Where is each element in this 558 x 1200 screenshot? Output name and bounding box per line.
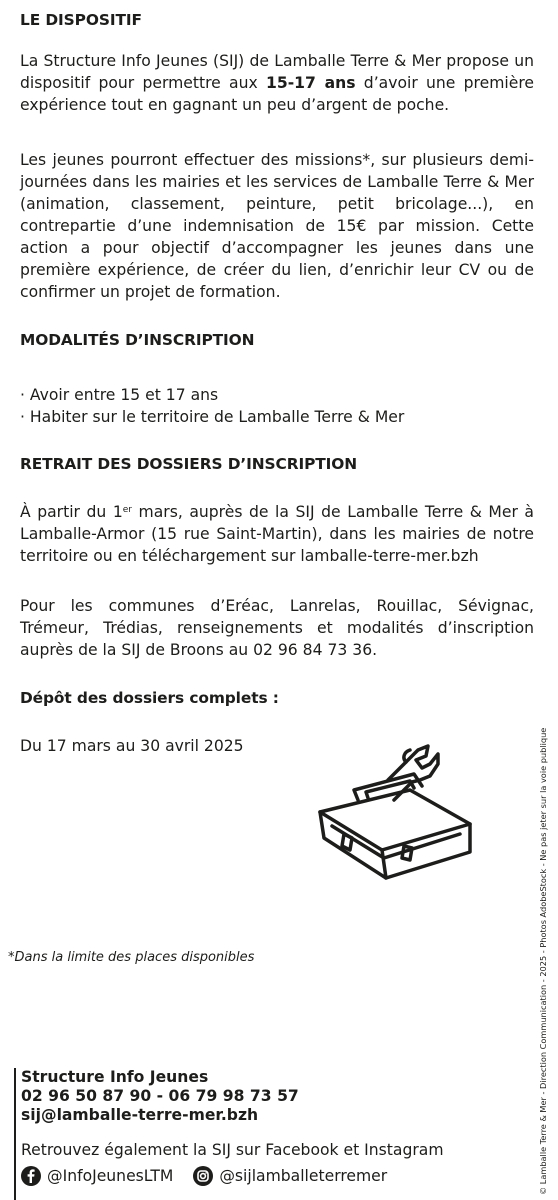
instagram-icon[interactable] [193,1166,213,1186]
heading-dispositif: LE DISPOSITIF [20,11,142,29]
contact-name: Structure Info Jeunes [21,1068,209,1086]
list-item: · Avoir entre 15 et 17 ans [20,386,219,404]
social-row [21,1165,541,1187]
age-range: 15-17 ans [266,74,356,92]
list-item: · Habiter sur le territoire de Lamballe Terre & Mer [20,408,405,426]
paragraph-missions: Les jeunes pourront effectuer des missions*, sur plusieurs demi-journées dans les mairies et les services de Lamballe Terre & Mer (animation, classement, peinture, petit bricolage...), en contrepartie d’une indemnisation de 15€ par mission. Cette action a pour objectif d’accompagner les jeunes dans une première expérience, de créer du lien, d’enrichir leur CV ou de confirmer un projet de formation. [20,151,534,301]
depot-dates: Du 17 mars au 30 avril 2025 [20,737,244,755]
contact-block [14,1068,541,1200]
heading-modalites: MODALITÉS D’INSCRIPTION [20,331,255,349]
credits: © Lamballe Terre & Mer - Direction Communication - 2025 - Photos AdobeStock - Ne pas jeter sur la voie publique [538,727,548,1195]
toolbox-wrench-icon [310,742,480,882]
heading-retrait: RETRAIT DES DOSSIERS D’INSCRIPTION [20,455,358,473]
facebook-icon[interactable] [21,1166,41,1186]
paragraph-retrait: À partir du 1er mars, auprès de la SIJ de Lamballe Terre & Mer à Lamballe-Armor (15 rue Saint-Martin), dans les mairies de notre territoire ou en téléchargement sur lamballe-terre-mer.bzh [20,503,534,565]
facebook-handle[interactable]: @InfoJeunesLTM [47,1167,174,1185]
social-intro: Retrouvez également la SIJ sur Facebook et Instagram [21,1141,444,1159]
contact-email[interactable]: sij@lamballe-terre-mer.bzh [21,1106,259,1124]
paragraph-communes: Pour les communes d’Eréac, Lanrelas, Rouillac, Sévignac, Trémeur, Trédias, renseignements et modalités d’inscription auprès de la SIJ de Broons au 02 96 84 73 36. [20,597,534,659]
instagram-handle[interactable]: @sijlamballeterremer [219,1167,388,1185]
footnote: *Dans la limite des places disponibles [8,950,255,965]
heading-depot: Dépôt des dossiers complets : [20,689,279,707]
paragraph-intro: La Structure Info Jeunes (SIJ) de Lamballe Terre & Mer propose un dispositif pour permettre aux 15-17 ans d’avoir une première expérience tout en gagnant un peu d’argent de poche. [20,52,534,114]
contact-phones: 02 96 50 87 90 - 06 79 98 73 57 [21,1087,299,1105]
